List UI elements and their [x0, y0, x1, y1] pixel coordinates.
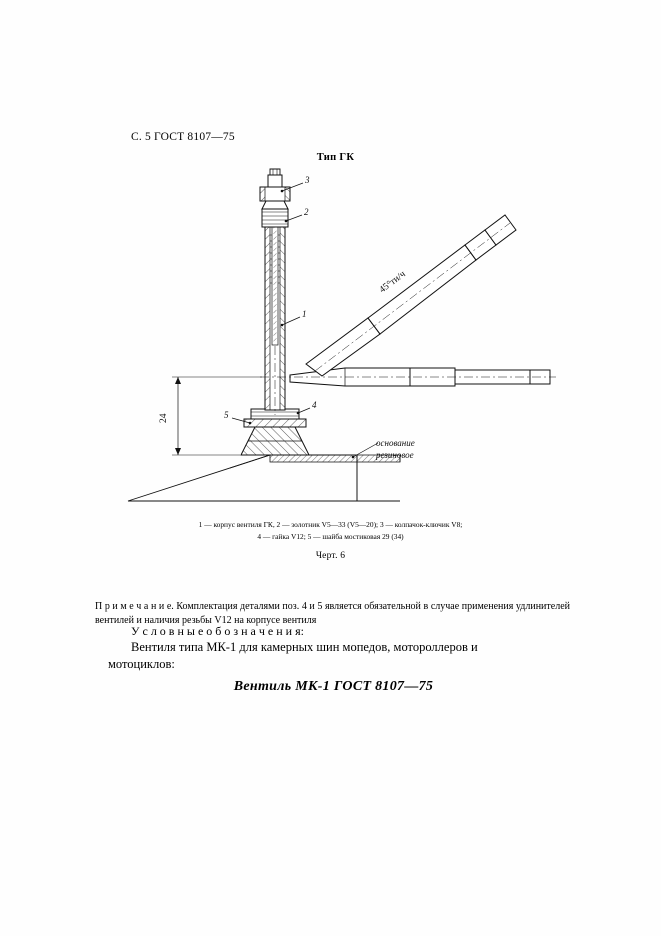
figure-caption: [0, 519, 661, 543]
label-part-3: 3: [305, 175, 310, 185]
label-base-line2: резиновое: [376, 450, 414, 460]
figure-number: Черт. 6: [315, 551, 346, 561]
valve-foot: [241, 427, 309, 455]
extension-angled: [306, 215, 516, 376]
rubber-base: [128, 455, 400, 501]
label-base-line1: основание: [376, 438, 415, 448]
label-part-5: 5: [224, 410, 229, 420]
valve-core: [262, 201, 288, 227]
designations-heading: У с л о в н ы е о б о з н а ч е н и я:: [131, 624, 304, 638]
note-paragraph: П р и м е ч а н и е. Комплектация деталями поз. 4 и 5 является обязательной в случае применения удлинителей вентилей и наличия резьбы V12 на корпусе вентиля: [95, 601, 570, 626]
label-part-2: 2: [304, 207, 309, 217]
label-part-1: 1: [302, 309, 307, 319]
bridge-washer: [244, 419, 306, 427]
designations-line-1: Вентиля типа МК-1 для камерных шин мопедов, мотороллеров и: [131, 640, 478, 654]
valve-drawing-svg: [110, 165, 560, 515]
label-part-4: 4: [312, 400, 317, 410]
figure-caption-line-2: 4 — гайка V12; 5 — шайба мостиковая 29 (34): [257, 532, 404, 541]
designations-body: [108, 639, 571, 673]
page-header: С. 5 ГОСТ 8107—75: [131, 131, 235, 143]
marking-example-text: Вентиль МК-1 ГОСТ 8107—75: [233, 679, 434, 694]
marking-example: [0, 679, 661, 695]
figure-title: [0, 152, 661, 163]
technical-drawing: [110, 165, 560, 515]
designations-line-2: мотоциклов:: [108, 657, 175, 671]
label-angle: 45°ти/ч: [377, 269, 408, 296]
valve-cap: [260, 169, 290, 201]
figure-caption-line-1: 1 — корпус вентиля ГК, 2 — золотник V5—33 (V5—20); 3 — колпачок-ключик V8;: [198, 520, 463, 529]
figure-title-text: Тип ГК: [316, 152, 355, 163]
label-dim-height: 24: [159, 413, 169, 423]
extension-straight: [260, 368, 556, 386]
